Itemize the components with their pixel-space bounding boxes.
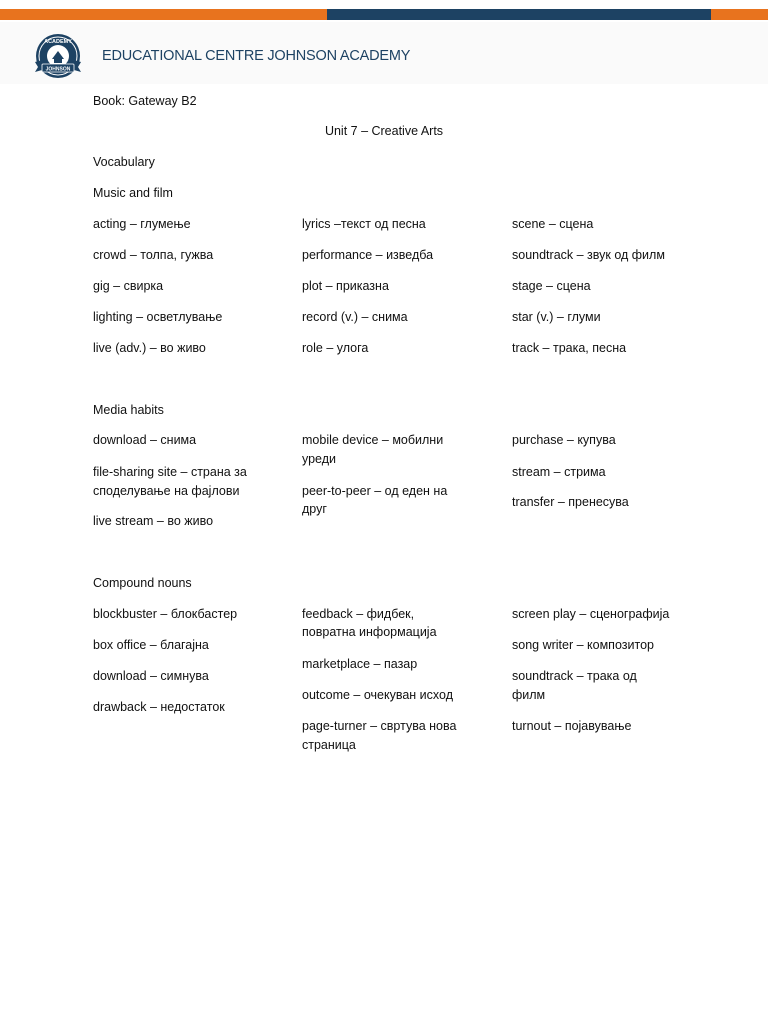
section-title-media-habits: Media habits: [93, 403, 164, 417]
vocab-item: track – трака, песна: [512, 341, 627, 355]
vocab-item: scene – сцена: [512, 217, 594, 231]
vocab-item: download – симнува: [93, 669, 209, 683]
vocab-item: soundtrack – звук од филм: [512, 248, 665, 262]
vocab-item: acting – глумење: [93, 217, 191, 231]
vocab-item-continued: споделување на фајлови: [93, 484, 240, 498]
vocab-item: feedback – фидбек,: [302, 607, 415, 621]
top-bar-navy: [327, 9, 711, 20]
vocab-item: screen play – сценографија: [512, 607, 670, 621]
vocab-item: live (adv.) – во живо: [93, 341, 206, 355]
unit-title: Unit 7 – Creative Arts: [324, 124, 444, 138]
vocab-item: download – снима: [93, 433, 197, 447]
top-bar-orange-left: [0, 9, 327, 20]
vocab-item: song writer – композитор: [512, 638, 654, 652]
vocab-item: page-turner – свртува нова: [302, 719, 457, 733]
top-bar-orange-right: [711, 9, 768, 20]
vocab-item: stage – сцена: [512, 279, 591, 293]
vocab-item: role – улога: [302, 341, 369, 355]
vocab-item: lyrics –текст од песна: [302, 217, 426, 231]
vocab-item-continued: страница: [302, 738, 356, 752]
vocab-item: drawback – недостаток: [93, 700, 225, 714]
vocab-item: mobile device – мобилни: [302, 433, 444, 447]
vocab-item-continued: уреди: [302, 452, 337, 466]
vocab-item: transfer – пренесува: [512, 495, 629, 509]
vocab-item: blockbuster – блокбастер: [93, 607, 238, 621]
top-color-bar: [0, 9, 768, 20]
vocab-item: box office – благајна: [93, 638, 209, 652]
vocab-item: gig – свирка: [93, 279, 164, 293]
academy-logo: [32, 32, 84, 82]
vocab-item: stream – стрима: [512, 465, 606, 479]
vocab-item: live stream – во живо: [93, 514, 214, 528]
vocab-item: performance – изведба: [302, 248, 434, 262]
vocab-item: crowd – толпа, гужва: [93, 248, 214, 262]
vocab-item: soundtrack – трака од: [512, 669, 637, 683]
svg-text:JOHNSON: JOHNSON: [45, 66, 71, 73]
vocab-item: lighting – осветлување: [93, 310, 223, 324]
svg-text:ACADEMY: ACADEMY: [44, 39, 72, 45]
vocab-item: peer-to-peer – од еден на: [302, 484, 448, 498]
vocab-item-continued: филм: [512, 688, 546, 702]
vocab-item-continued: друг: [302, 502, 327, 516]
book-title: Book: Gateway B2: [93, 94, 197, 108]
vocab-item: star (v.) – глуми: [512, 310, 601, 324]
vocab-item: record (v.) – снима: [302, 310, 408, 324]
vocab-item: outcome – очекуван исход: [302, 688, 453, 702]
vocab-item: plot – приказна: [302, 279, 389, 293]
vocab-item: file-sharing site – страна за: [93, 465, 247, 479]
section-title-music-film: Music and film: [93, 186, 173, 200]
vocab-item-continued: повратна информација: [302, 625, 437, 639]
organization-name: EDUCATIONAL CENTRE JOHNSON ACADEMY: [102, 48, 411, 64]
vocab-item: marketplace – пазар: [302, 657, 418, 671]
vocab-item: turnout – појавување: [512, 719, 632, 733]
vocabulary-heading: Vocabulary: [93, 155, 155, 169]
section-title-compound-nouns: Compound nouns: [93, 576, 192, 590]
vocab-item: purchase – купува: [512, 433, 616, 447]
